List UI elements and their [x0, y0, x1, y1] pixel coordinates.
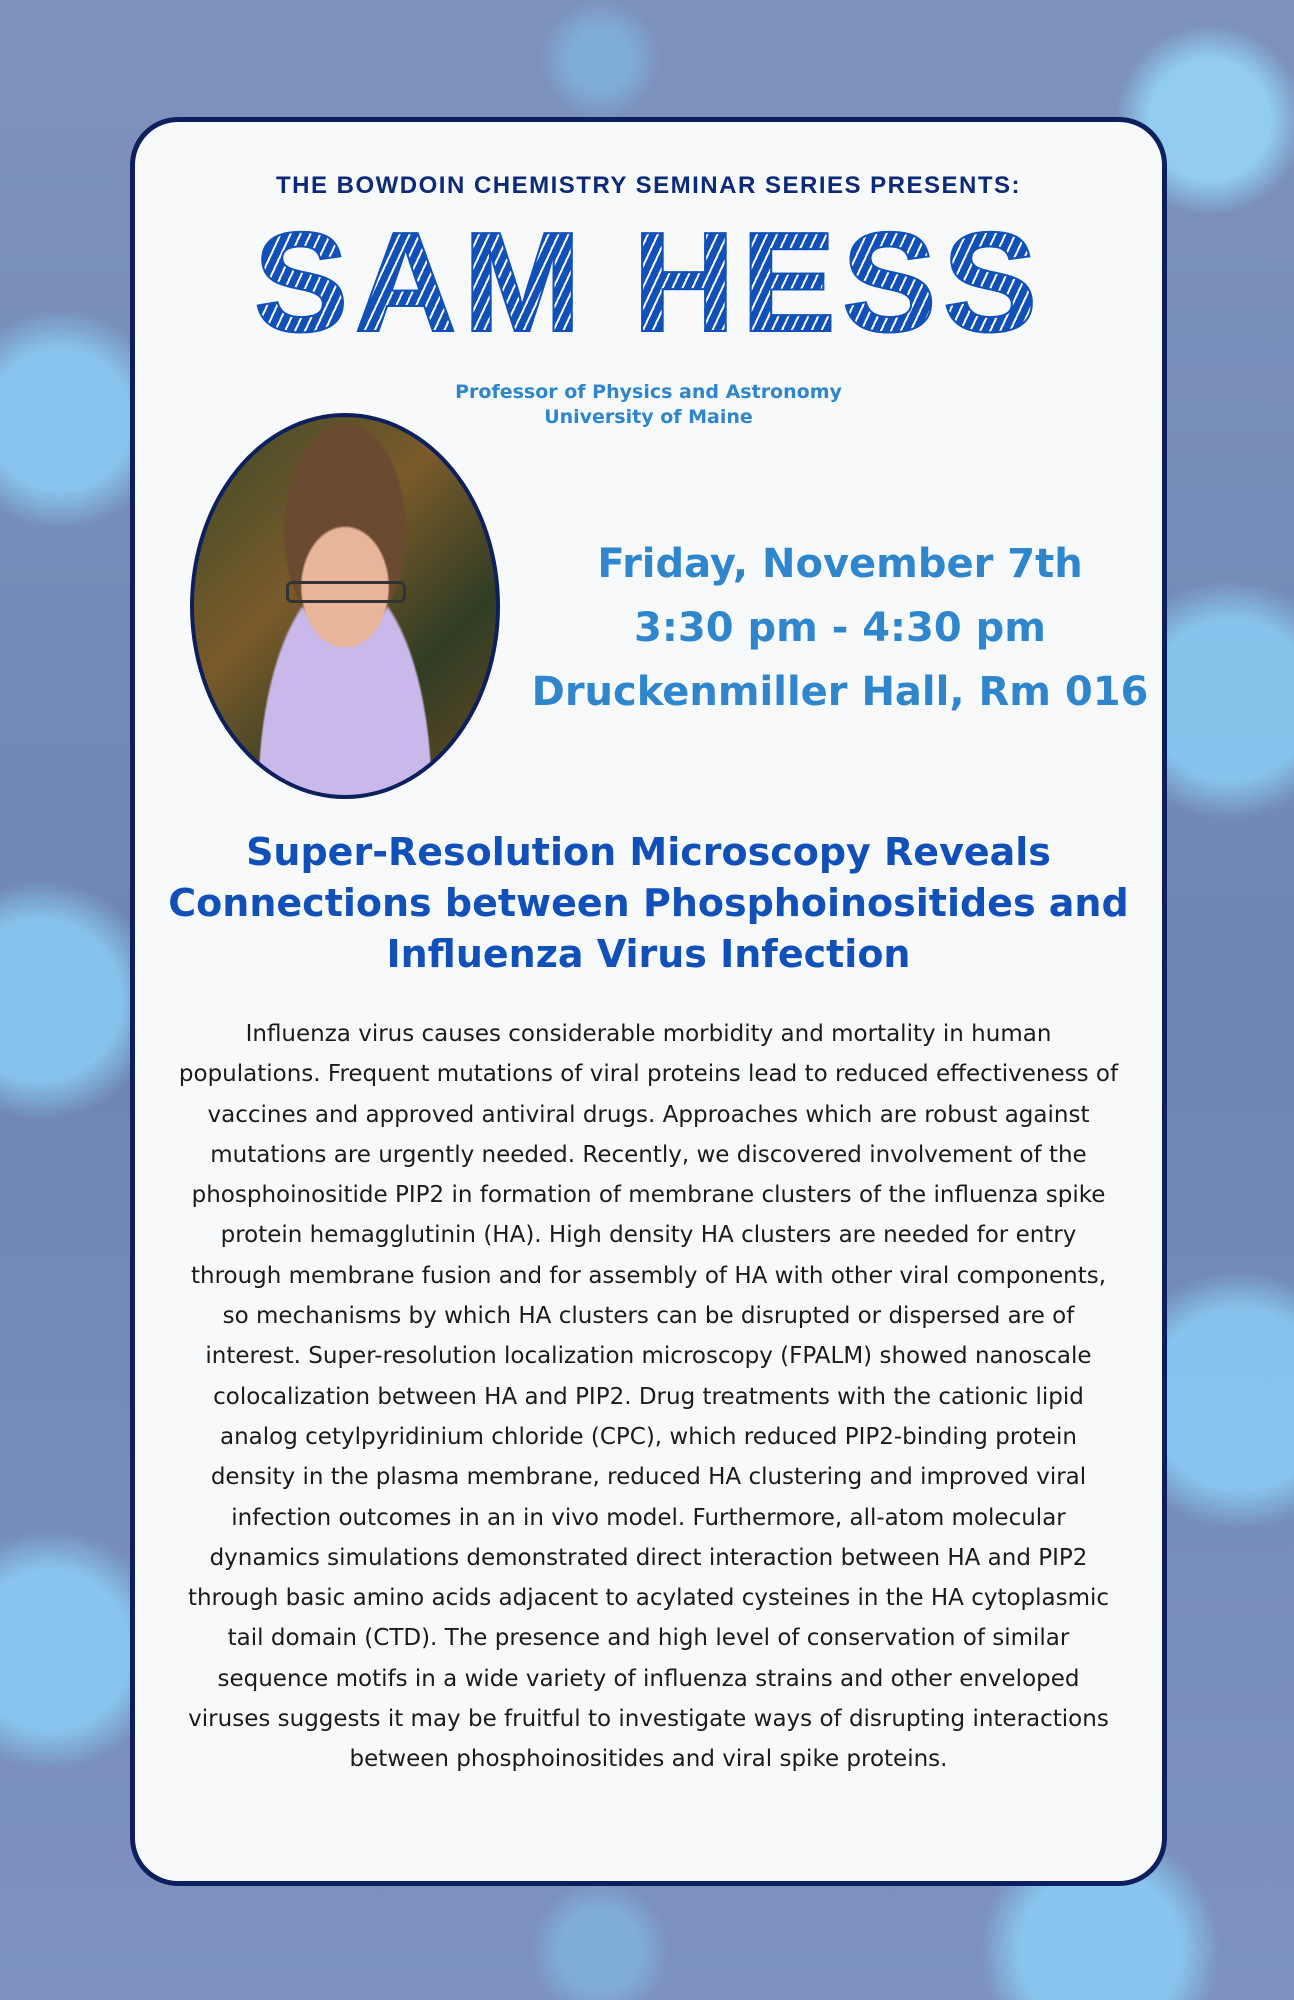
talk-title: Super-Resolution Microscopy Reveals Connections between Phosphoinositides and Influenza Virus Infection	[168, 830, 1129, 976]
speaker-affiliation-block	[135, 380, 1162, 430]
speaker-name-text: SAM HESS	[253, 203, 1044, 362]
event-time: 3:30 pm - 4:30 pm	[634, 605, 1046, 651]
seminar-series-heading: THE BOWDOIN CHEMISTRY SEMINAR SERIES PRESENTS:	[275, 172, 1022, 199]
speaker-affiliation: University of Maine	[544, 406, 753, 428]
event-date: Friday, November 7th	[597, 541, 1083, 587]
speaker-name	[135, 203, 1162, 362]
event-details	[530, 532, 1150, 724]
glasses-graphic	[286, 581, 406, 603]
speaker-title: Professor of Physics and Astronomy	[455, 381, 842, 403]
speaker-photo	[190, 413, 500, 799]
event-location: Druckenmiller Hall, Rm 016	[531, 669, 1149, 715]
poster-card	[130, 117, 1167, 1886]
talk-abstract: Influenza virus causes considerable morbidity and mortality in human populations. Frequent mutations of viral proteins lead to reduced effectiveness of vaccines and approved antiviral drugs. Approaches which are robust against mutations are urgently needed. Recently, we discovered involvement of the phosphoinositide PIP2 in formation of membrane clusters of the influenza spike protein hemagglutinin (HA). High density HA clusters are needed for entry through membrane fusion and for assembly of HA with other viral components, so mechanisms by which HA clusters can be disrupted or dispersed are of interest. Super-resolution localization microscopy (FPALM) showed nanoscale colocalization between HA and PIP2. Drug treatments with the cationic lipid analog cetylpyridinium chloride (CPC), which reduced PIP2-binding protein density in the plasma membrane, reduced HA clustering and improved viral infection outcomes in an in vivo model. Furthermore, all-atom molecular dynamics simulations demonstrated direct interaction between HA and PIP2 through basic amino acids adjacent to acylated cysteines in the HA cytoplasmic tail domain (CTD). The presence and high level of conservation of similar sequence motifs in a wide variety of influenza strains and other enveloped viruses suggests it may be fruitful to investigate ways of disrupting interactions between phosphoinositides and viral spike proteins.	[178, 1021, 1119, 1773]
